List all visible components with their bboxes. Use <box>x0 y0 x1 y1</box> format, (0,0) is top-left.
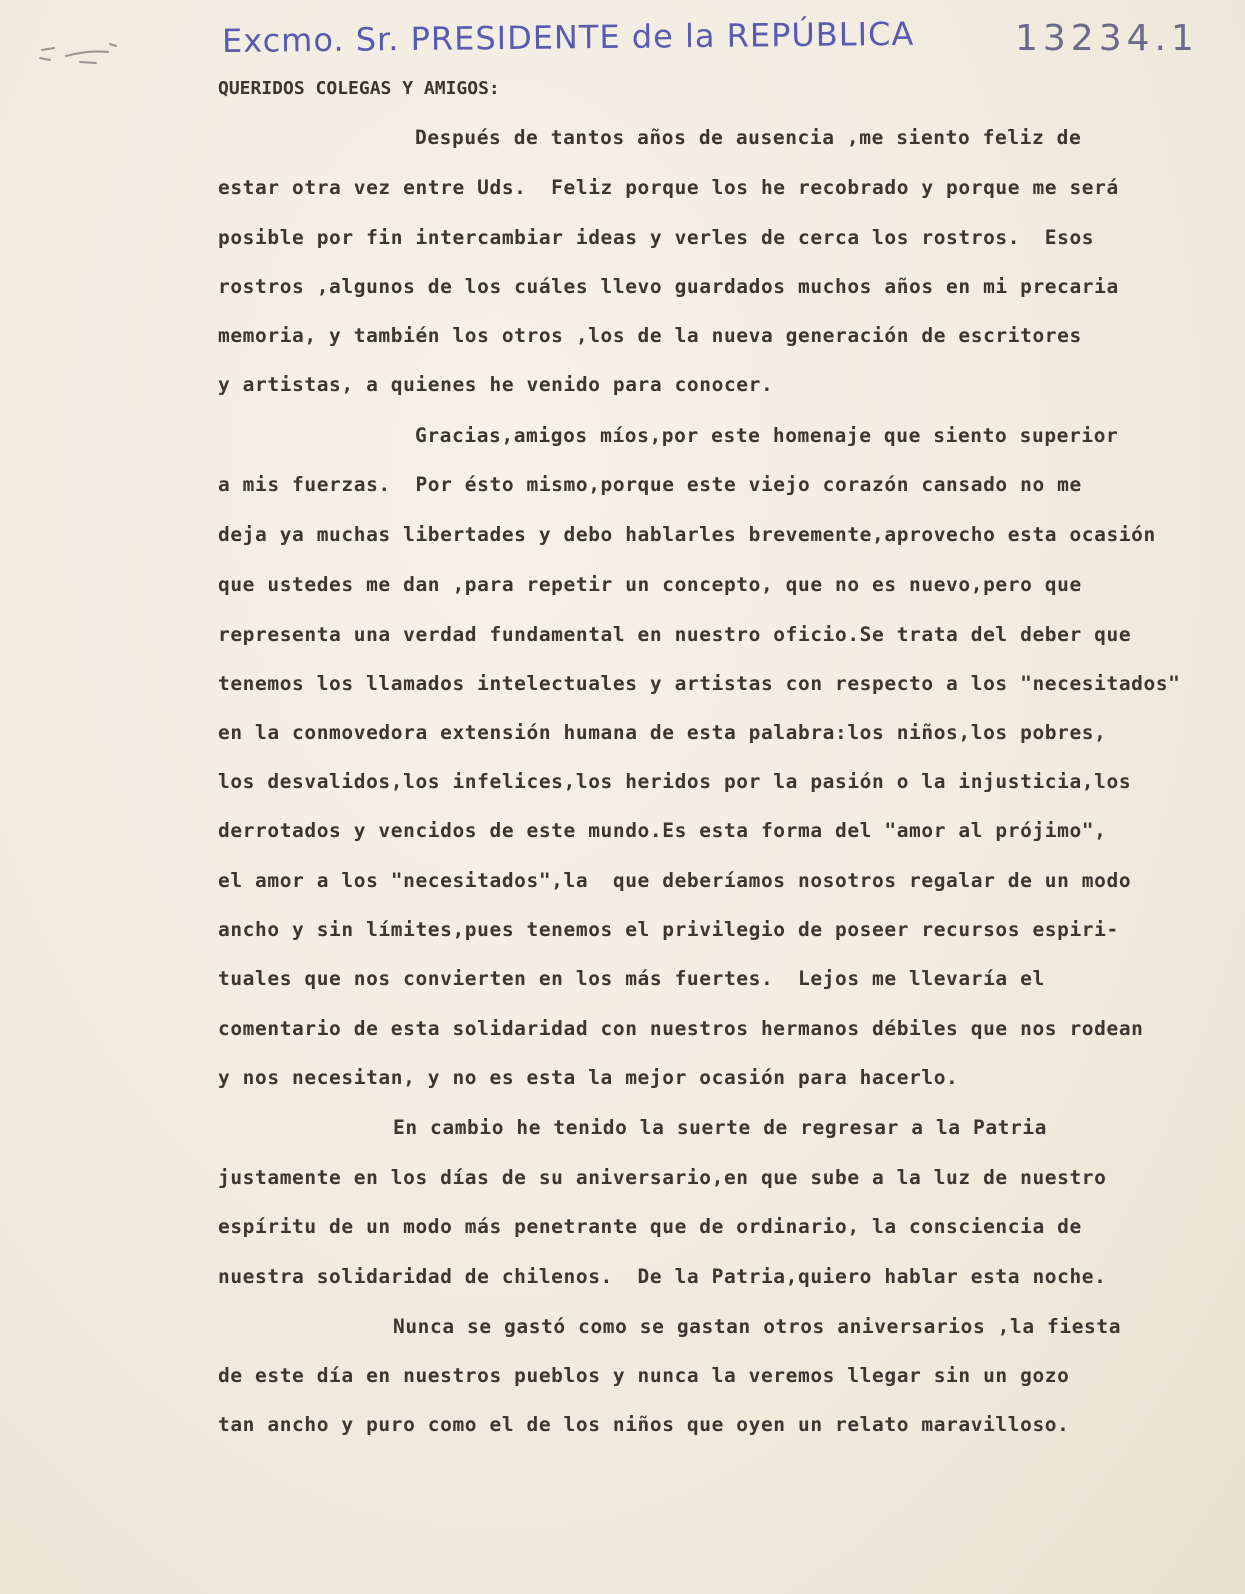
document-number: 13234.1 <box>1015 18 1199 59</box>
text-line: tenemos los llamados intelectuales y artistas con respecto a los "necesitados" <box>218 672 1181 695</box>
handwritten-title: Excmo. Sr. PRESIDENTE de la REPÚBLICA <box>221 14 915 60</box>
text-line: ancho y sin límites,pues tenemos el privilegio de poseer recursos espiri- <box>218 918 1119 941</box>
text-line: rostros ,algunos de los cuáles llevo guardados muchos años en mi precaria <box>218 275 1119 298</box>
text-line: que ustedes me dan ,para repetir un concepto, que no es nuevo,pero que <box>218 573 1082 596</box>
text-line: los desvalidos,los infelices,los heridos por la pasión o la injusticia,los <box>218 770 1132 793</box>
ink-smudge-mark <box>36 36 126 70</box>
text-line: comentario de esta solidaridad con nuestros hermanos débiles que nos rodean <box>218 1017 1144 1040</box>
text-line: tan ancho y puro como el de los niños que oyen un relato maravilloso. <box>218 1413 1070 1436</box>
text-line: nuestra solidaridad de chilenos. De la Patria,quiero hablar esta noche. <box>218 1265 1107 1288</box>
text-line: y artistas, a quienes he venido para conocer. <box>218 373 774 396</box>
text-line: Nunca se gastó como se gastan otros aniversarios ,la fiesta <box>393 1315 1122 1338</box>
text-line: en la conmovedora extensión humana de esta palabra:los niños,los pobres, <box>218 721 1107 744</box>
text-line: a mis fuerzas. Por ésto mismo,porque este viejo corazón cansado no me <box>218 473 1082 496</box>
text-line: memoria, y también los otros ,los de la nueva generación de escritores <box>218 324 1082 347</box>
text-line: y nos necesitan, y no es esta la mejor ocasión para hacerlo. <box>218 1066 959 1089</box>
text-line: posible por fin intercambiar ideas y verles de cerca los rostros. Esos <box>218 226 1095 249</box>
text-line: el amor a los "necesitados",la que deberíamos nosotros regalar de un modo <box>218 869 1132 892</box>
text-line: justamente en los días de su aniversario,en que sube a la luz de nuestro <box>218 1166 1107 1189</box>
text-line: representa una verdad fundamental en nuestro oficio.Se trata del deber que <box>218 623 1132 646</box>
text-line: Después de tantos años de ausencia ,me siento feliz de <box>415 126 1082 149</box>
text-line: deja ya muchas libertades y debo hablarles brevemente,aprovecho esta ocasión <box>218 523 1156 546</box>
text-line: Gracias,amigos míos,por este homenaje que siento superior <box>415 424 1119 447</box>
text-line: tuales que nos convierten en los más fuertes. Lejos me llevaría el <box>218 967 1045 990</box>
text-line: espíritu de un modo más penetrante que de ordinario, la consciencia de <box>218 1215 1082 1238</box>
text-line: estar otra vez entre Uds. Feliz porque los he recobrado y porque me será <box>218 176 1119 199</box>
salutation: QUERIDOS COLEGAS Y AMIGOS: <box>218 78 500 99</box>
text-line: de este día en nuestros pueblos y nunca la veremos llegar sin un gozo <box>218 1364 1070 1387</box>
text-line: derrotados y vencidos de este mundo.Es esta forma del "amor al prójimo", <box>218 819 1107 842</box>
text-line: En cambio he tenido la suerte de regresar a la Patria <box>393 1116 1048 1139</box>
